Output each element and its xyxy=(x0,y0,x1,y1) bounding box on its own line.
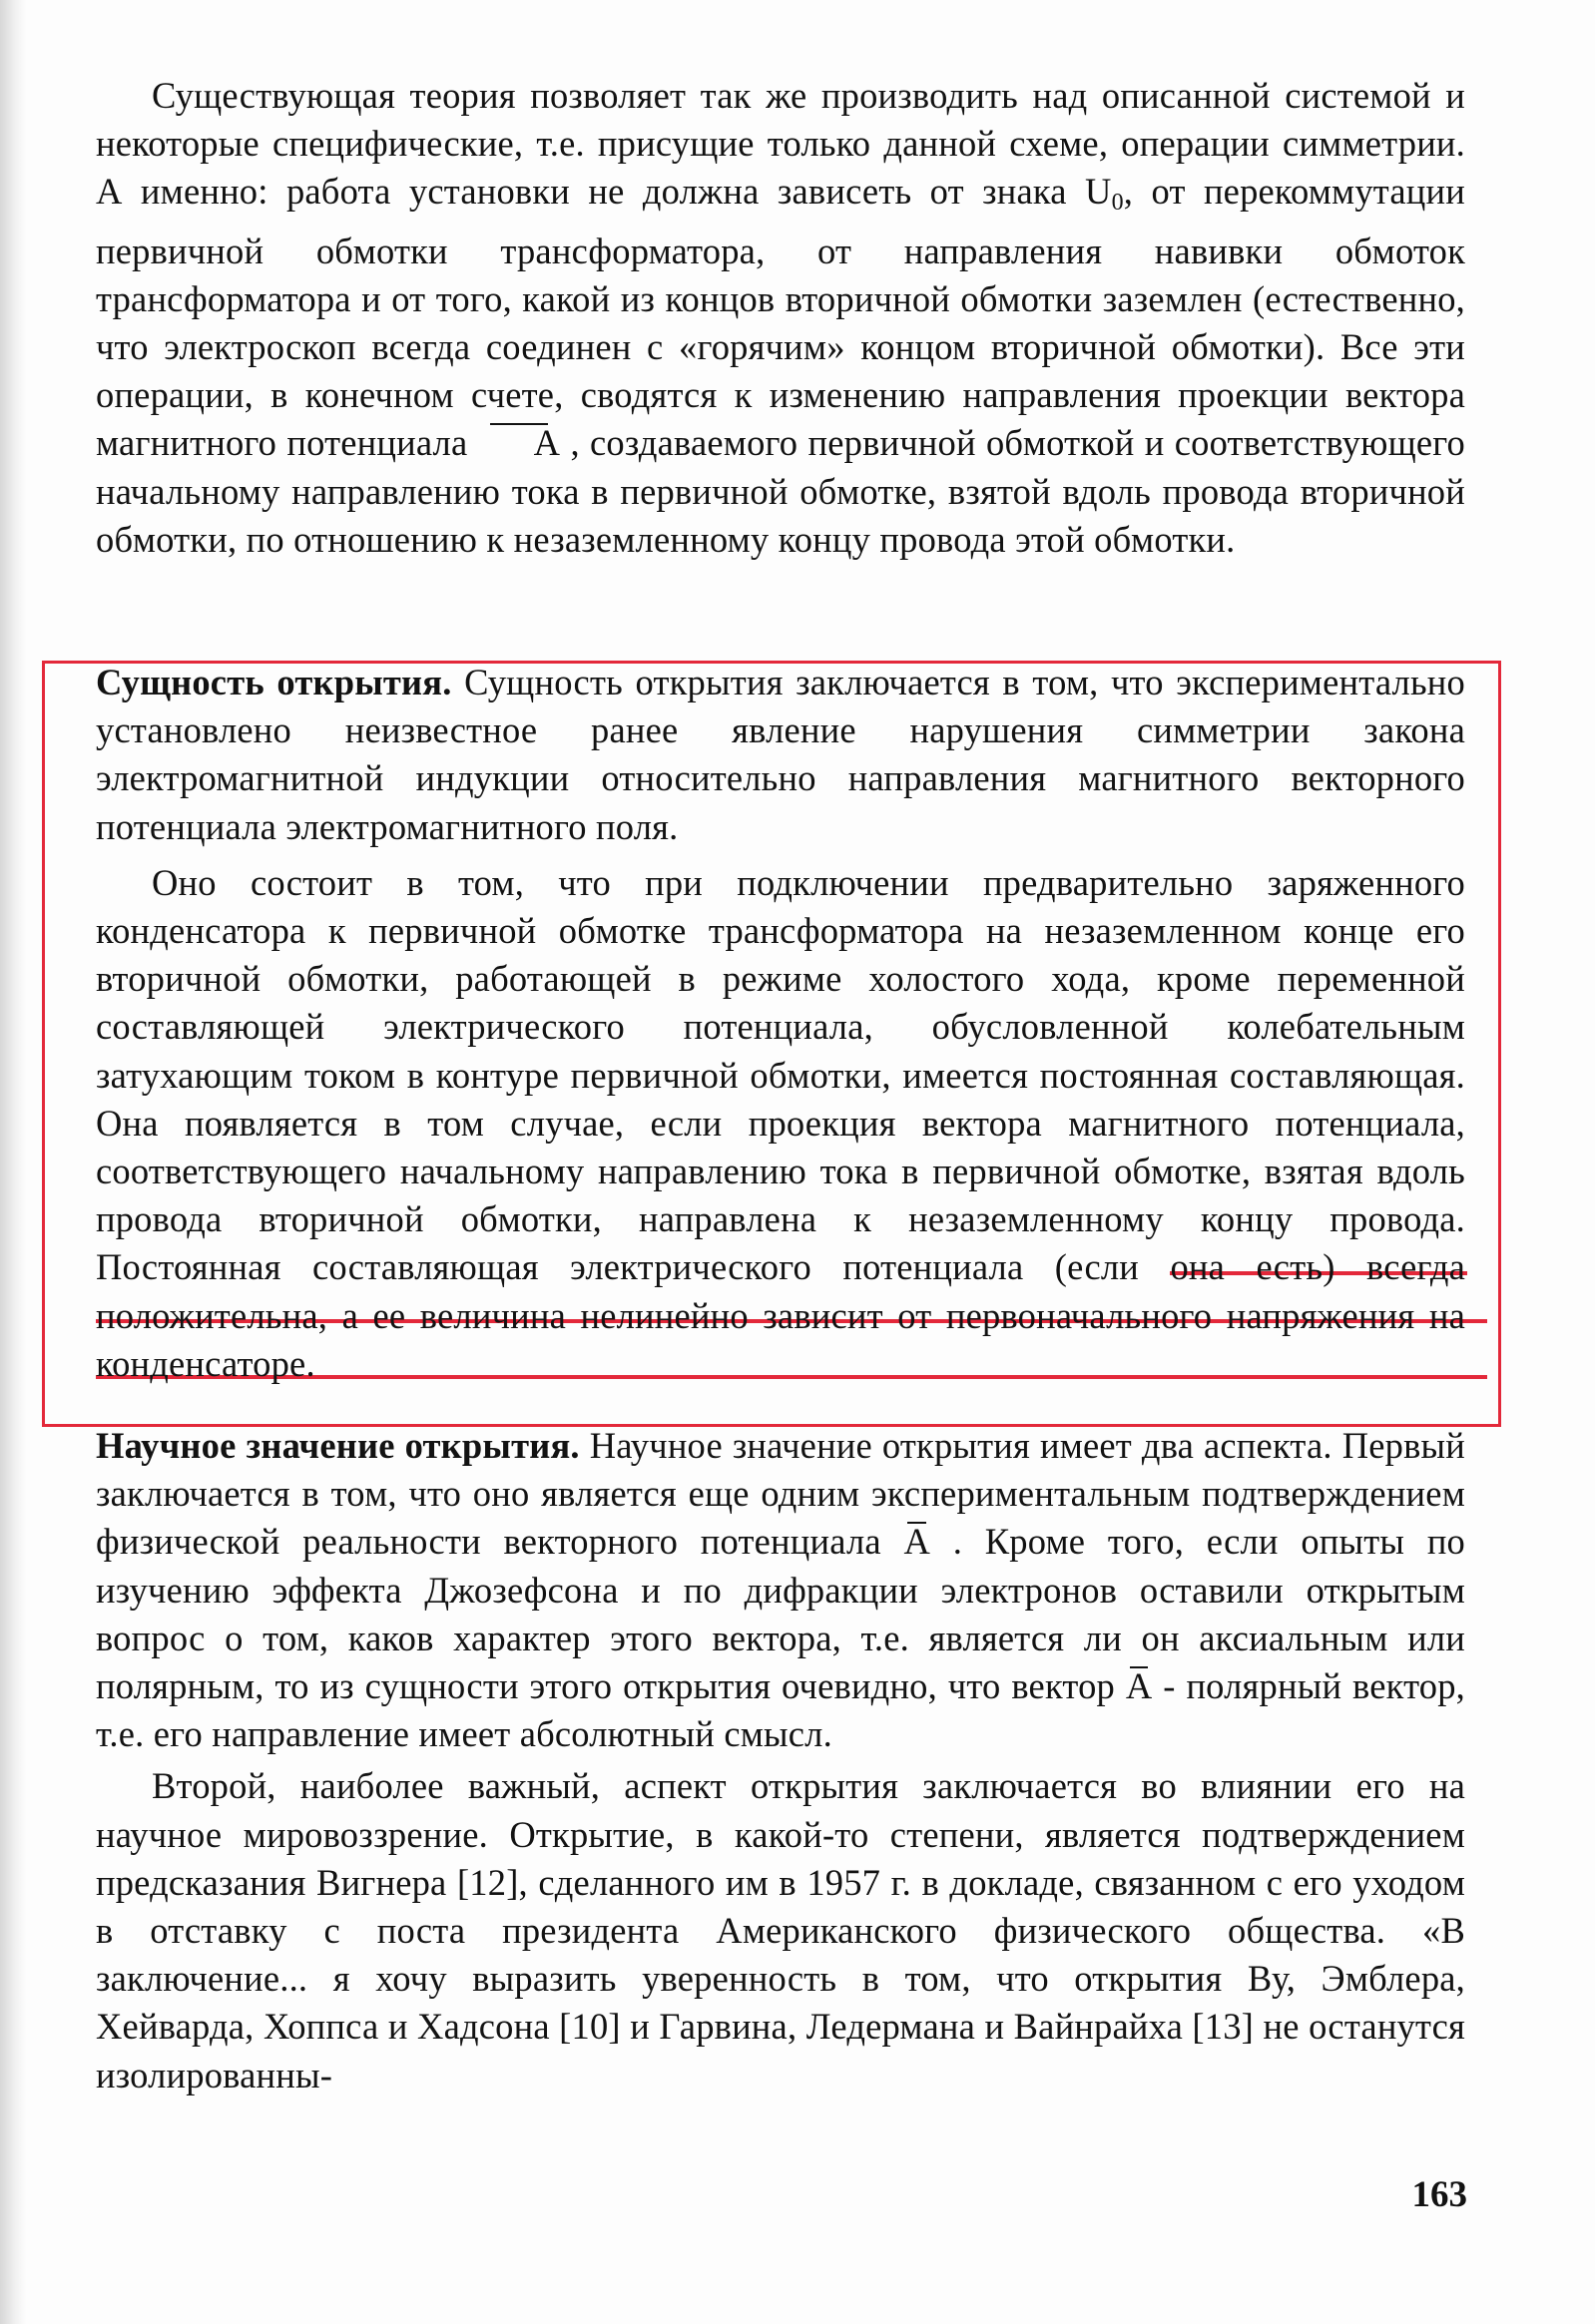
vector-symbol: A xyxy=(903,1518,930,1566)
paragraph-text: . Кроме того, если опыты по изучению эффекта Джозефсона и по дифракции электронов оставили открытым вопрос о том, каков характер этого вектора, т.е. является ли он аксиальным или полярным, то из сущности этого открытия очевидно, что вектор xyxy=(96,1521,1466,1707)
section-heading: Научное значение открытия. xyxy=(96,1425,580,1466)
page-binding-shadow xyxy=(0,0,26,2324)
paragraph-text: Сущность открытия заключается в том, что экспериментально установлено неизвестное ранее явление нарушения симметрии закона электромагнитной индукции относительно направления магнитного векторного потенциала электромагнитного поля. xyxy=(96,662,1465,847)
paragraph-symmetry-operations xyxy=(96,72,1465,564)
paragraph-text: Научное значение открытия имеет два аспекта. Первый заключается в том, что оно является еще одним экспериментальным подтверждением физической реальности векторного потенциала xyxy=(96,1425,1465,1563)
paragraph-text: , от перекоммутации первичной обмотки трансформатора, от направления навивки обмоток трансформатора и от того, какой из концов вторичной обмотки заземлен (естественно, что электроскоп всегда соединен с «горячим» концом вторичной обмотки). Все эти операции, в конечном счете, сводятся к изменению направления проекции вектора магнитного потенциала xyxy=(96,171,1466,464)
vector-symbol: A xyxy=(1126,1662,1153,1710)
subscript: 0 xyxy=(1111,190,1124,217)
paragraph-text: Оно состоит в том, что при подключении предварительно заряженного конденсатора к первичной обмотке трансформатора на незаземленном конце его вторичной обмотки, работающей в режиме холостого хода, кроме переменной составляющей электрического потенциала, обусловленной колебательным затухающим током в контуре первичной обмотки, имеется постоянная составляющая. Она появляется в том случае, если проекция вектора магнитного потенциала, соответствующего начальному направлению тока в первичной обмотке, взятая вдоль провода вторичной обмотки, направлена к незаземленному концу провода. xyxy=(96,861,1465,1240)
paragraph-text: - полярный вектор, т.е. его направление имеет абсолютный смысл. xyxy=(96,1665,1466,1755)
page-number: 163 xyxy=(1411,2174,1467,2215)
section-essence xyxy=(96,659,1465,1388)
paragraph-text: Существующая теория позволяет так же производить над описанной системой и некоторые специфические, т.е. присущие только данной схеме, операции симметрии. А именно: работа установки не должна зависеть от знака U xyxy=(96,75,1465,213)
section-significance xyxy=(96,1422,1465,2099)
paragraph-text: Второй, наиболее важный, аспект открытия заключается во влиянии его на научное мировоззрение. Открытие, в какой-то степени, является подтверждением предсказания Вигнера [12], сделанного им в 1957 г. в докладе, связанном с его уходом в отставку с поста президента Американского физического общества. «В заключение... я хочу выразить уверенность в том, что открытия Ву, Эмблера, Хейварда, Хоппса и Хадсона [10] и Гарвина, Ледермана и Вайнрайха [13] не останутся изолированны- xyxy=(96,1765,1465,2095)
paragraph-text: , создаваемого первичной обмоткой и соответствующего начальному направлению тока в первичной обмотке, взятой вдоль провода вторичной обмотки, по отношению к незаземленному концу провода этой обмотки. xyxy=(96,422,1466,560)
paragraph-text-underlined: Постоянная составляющая электрического потенциала (если она есть) всегда положительна, а ее величина нелинейно зависит от первоначального напряжения на конденсаторе. xyxy=(96,1246,1465,1384)
section-heading: Сущность открытия. xyxy=(96,662,452,702)
vector-symbol: A xyxy=(478,419,561,467)
